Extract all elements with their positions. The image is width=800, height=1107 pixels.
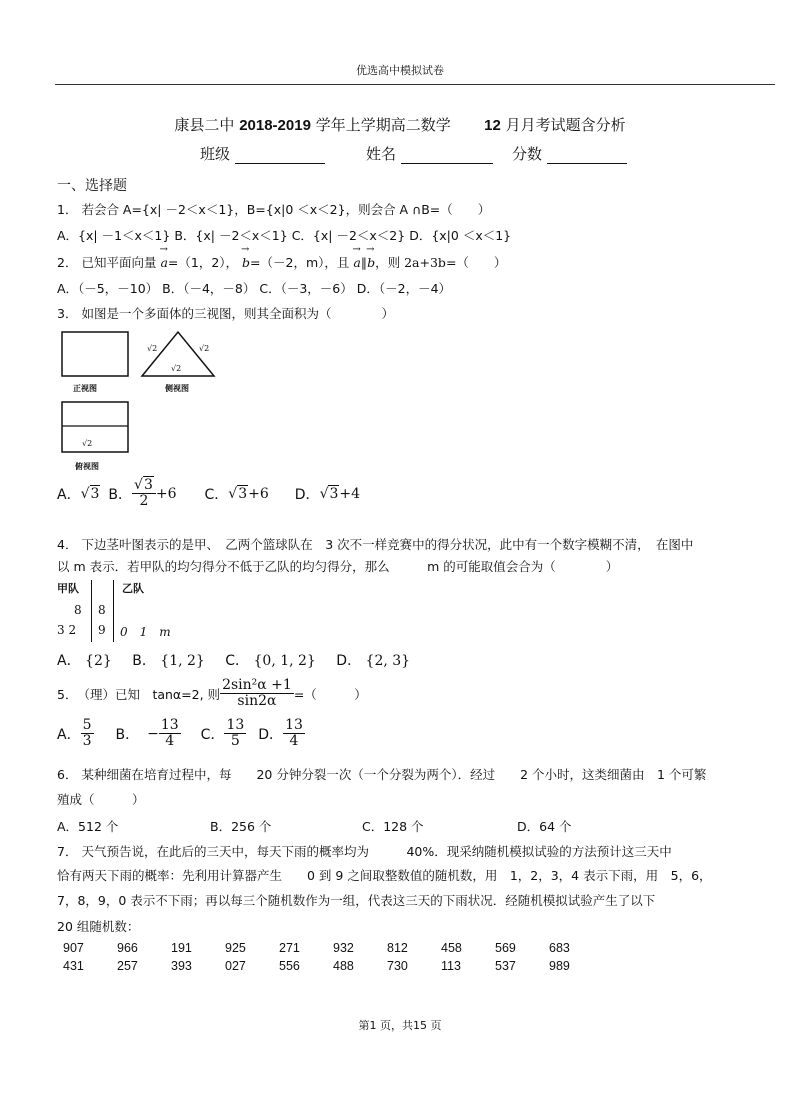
q6-line2: 殖成（ ） (57, 792, 145, 807)
q6-number: 6． (57, 767, 78, 782)
question-6 (57, 765, 706, 783)
q7-line1: 天气预告说，在此后的三天中，每天下雨的概率均为 40%．现采纳随机模拟试验的方法预计这三天中 (81, 844, 672, 859)
random-cell: 907 (63, 941, 84, 955)
three-view-figure (52, 328, 222, 478)
q2-vector-b-2: → b (367, 255, 375, 270)
random-cell: 966 (117, 941, 138, 955)
q4-option-a-label: A． (57, 653, 81, 669)
q2-option-a: A．（－5，－10） (57, 281, 159, 296)
q7-line2: 恰有两天下雨的概率：先利用计算器产生 0 到 9 之间取整数值的随机数，用 1，2，3，4 表示下雨，用 5，6， (57, 868, 712, 883)
team-a-label: 甲队 (57, 582, 79, 595)
question-1 (57, 200, 490, 218)
random-cell: 257 (117, 959, 138, 973)
q2-option-c: C．（－3，－6） (259, 281, 353, 296)
random-cell: 569 (495, 941, 516, 955)
q5-option-a-label: A． (57, 726, 81, 743)
q5-fraction (220, 678, 294, 710)
q2-parallel: ∥ (360, 255, 368, 270)
q5-denominator: sin2α (237, 693, 277, 710)
q3-option-c-add: +6 (248, 485, 269, 502)
question-3 (57, 304, 394, 322)
q6-option-b: B．256 个 (210, 819, 272, 834)
q7-line4: 20 组随机数： (57, 919, 140, 934)
stem-line-right (113, 580, 114, 642)
q3-option-d-label: D． (294, 486, 320, 503)
name-field (366, 143, 493, 164)
q1-option-a: A．{x| －1＜x＜1} (57, 228, 171, 243)
q4-line2: 以 m 表示．若甲队的均匀得分不低于乙队的均匀得分，那么 m 的可能取值会合为（ ） (57, 559, 619, 574)
q6-line1: 某种细菌在培育过程中，每 20 分钟分裂一次（一个分裂为两个）．经过 2 个小时，这类细菌由 1 个可繁 (81, 767, 707, 782)
q5-option-c-label: C． (200, 726, 225, 743)
random-cell: 683 (549, 941, 570, 955)
q1-options (57, 226, 511, 244)
random-row-1 (63, 939, 603, 957)
random-cell: 191 (171, 941, 192, 955)
front-view-label: 正视图 (73, 384, 97, 393)
q5-pre: （理）已知 tanα=2, 则 (77, 686, 221, 702)
q4-option-d-value: {2, 3} (365, 653, 411, 669)
q5-option-b-label: B． (115, 726, 140, 743)
q2-vector-b: → b (242, 255, 250, 270)
q4-line1: 下边茎叶图表示的是甲、 乙两个篮球队在 3 次不一样竞赛中的得分状况，此中有一个数字模糊不清， 在图中 (81, 537, 694, 552)
q2-options (57, 279, 451, 297)
random-cell: 812 (387, 941, 408, 955)
title-month: 12 (484, 117, 501, 134)
top-view-rect (62, 402, 128, 452)
q3-option-d-add: +4 (339, 485, 361, 502)
team-a-leaves-bottom: 3 2 (57, 623, 77, 637)
q7-number: 7． (57, 844, 78, 859)
q5-option-b-frac: $\frac{13}{4}$ (160, 717, 179, 750)
score-label: 分数 (512, 145, 543, 163)
title-rest: 月月考试题含分析 (505, 116, 626, 134)
q4-option-c-label: C． (225, 653, 250, 669)
q3-option-a-value: √3 (80, 485, 100, 502)
q1-number: 1． (57, 202, 78, 217)
q4-option-b-label: B． (132, 653, 156, 669)
q5-number: 5． (57, 686, 78, 702)
page-header-title: 优选高中模拟试卷 (356, 64, 444, 77)
q6-option-a: A．512 个 (57, 819, 119, 834)
question-4 (57, 535, 693, 553)
q1-option-d: D．{x|0 ＜x＜1} (409, 228, 512, 243)
random-cell: 556 (279, 959, 300, 973)
random-cell: 393 (171, 959, 192, 973)
class-field (200, 143, 325, 164)
q6-option-d: D．64 个 (517, 819, 572, 834)
random-cell: 458 (441, 941, 462, 955)
top-view-edge-label: √2 (82, 439, 93, 448)
q3-options (57, 478, 360, 510)
random-cell: 488 (333, 959, 354, 973)
q2-a-value: =（1，2）， (167, 255, 239, 270)
question-2 (57, 253, 506, 271)
q3-option-d-value: √3 (319, 485, 339, 502)
q5-post: =（ ） (293, 686, 367, 702)
q3-option-b-add: +6 (155, 485, 177, 502)
q1-option-b: B．{x| －2＜x＜1} (174, 228, 288, 243)
q2-eq: =（ ） (445, 255, 507, 270)
q5-option-c-frac: $\frac{13}{5}$ (226, 717, 245, 750)
random-cell: 271 (279, 941, 300, 955)
title-years: 2018-2019 (239, 117, 311, 134)
random-row-2 (63, 957, 603, 975)
score-field (512, 143, 627, 164)
team-b-leaves-bottom: 0 1 m (120, 625, 171, 639)
q5-option-a-frac: $\frac{5}{3}$ (82, 717, 92, 750)
q4-number: 4． (57, 537, 78, 552)
q3-option-a-label: A． (57, 486, 81, 503)
q5-numerator: 2sin²α +1 (222, 677, 292, 693)
q2-then: ，则 (375, 255, 401, 270)
stem-top: 8 (98, 603, 106, 617)
random-cell: 925 (225, 941, 246, 955)
q3-option-b-label: B． (108, 486, 133, 503)
random-cell: 431 (63, 959, 84, 973)
q4-option-c-value: {0, 1, 2} (253, 653, 316, 669)
title-mid: 学年上学期高二数学 (315, 116, 451, 134)
stem-line-left (91, 580, 92, 642)
team-a-leaves-top: 8 (74, 603, 82, 617)
q4-option-d-label: D． (336, 653, 362, 669)
top-view-label: 俯视图 (75, 462, 99, 471)
score-blank (547, 147, 627, 164)
q5-option-b-sign: − (147, 725, 159, 742)
q3-stem: 如图是一个多面体的三视图，则其全面积为（ ） (81, 306, 394, 321)
q2-number: 2． (57, 255, 78, 270)
q5-option-d-label: D． (258, 726, 284, 743)
q2-expression: 2a+3b (404, 255, 446, 270)
title-school: 康县二中 (174, 116, 235, 134)
class-label: 班级 (200, 145, 231, 163)
name-label: 姓名 (366, 145, 397, 163)
team-b-label: 乙队 (122, 582, 144, 595)
q5-options (57, 718, 305, 750)
random-cell: 537 (495, 959, 516, 973)
class-blank (235, 147, 325, 164)
side-left-edge-label: √2 (147, 344, 158, 353)
random-cell: 989 (549, 959, 570, 973)
q5-option-d-frac: $\frac{13}{4}$ (285, 717, 303, 750)
q2-vector-a: → a (160, 255, 167, 270)
q2-b-value: =（－2，m），且 (250, 255, 350, 270)
q3-option-b-fraction: $\frac{√3}{2}$ (132, 478, 156, 510)
q4-option-a-value: {2} (85, 653, 112, 669)
random-cell: 932 (333, 941, 354, 955)
side-right-edge-label: √2 (199, 344, 210, 353)
random-cell: 730 (387, 959, 408, 973)
section-heading: 一、选择题 (57, 178, 127, 194)
q4-option-b-value: {1, 2} (160, 653, 205, 669)
random-cell: 113 (441, 959, 461, 973)
q1-option-c: C．{x| －2＜x＜2} (291, 228, 406, 243)
q2-pre: 已知平面向量 (81, 255, 157, 270)
random-number-table (63, 939, 603, 975)
question-5 (57, 678, 367, 710)
exam-title (0, 114, 800, 135)
q4-options (57, 650, 410, 670)
page-footer: 第1 页，共15 页 (358, 1019, 442, 1032)
name-blank (401, 147, 493, 164)
random-cell: 027 (225, 959, 246, 973)
q3-option-c-label: C． (204, 486, 229, 503)
q3-number: 3． (57, 306, 78, 321)
header-divider (55, 84, 775, 85)
stem-bottom: 9 (98, 623, 106, 637)
q7-line3: 7，8，9，0 表示不下雨；再以每三个随机数作为一组，代表这三天的下雨状况．经随机模拟试验产生了以下 (57, 893, 656, 908)
front-view-rect (62, 332, 128, 376)
q2-vector-a-2: → a (353, 255, 360, 270)
q2-option-b: B．（－4，－8） (162, 281, 256, 296)
q6-option-c: C．128 个 (362, 819, 424, 834)
q1-stem: 若会合 A={x| －2＜x＜1}，B={x|0 ＜x＜2}，则会合 A ∩B=（ ） (81, 202, 491, 217)
side-view-label: 侧视图 (165, 384, 189, 393)
q2-option-d: D．（－2，－4） (356, 281, 452, 296)
side-base-label: √2 (171, 364, 182, 373)
question-7 (57, 842, 672, 860)
q3-option-c-value: √3 (228, 485, 248, 502)
